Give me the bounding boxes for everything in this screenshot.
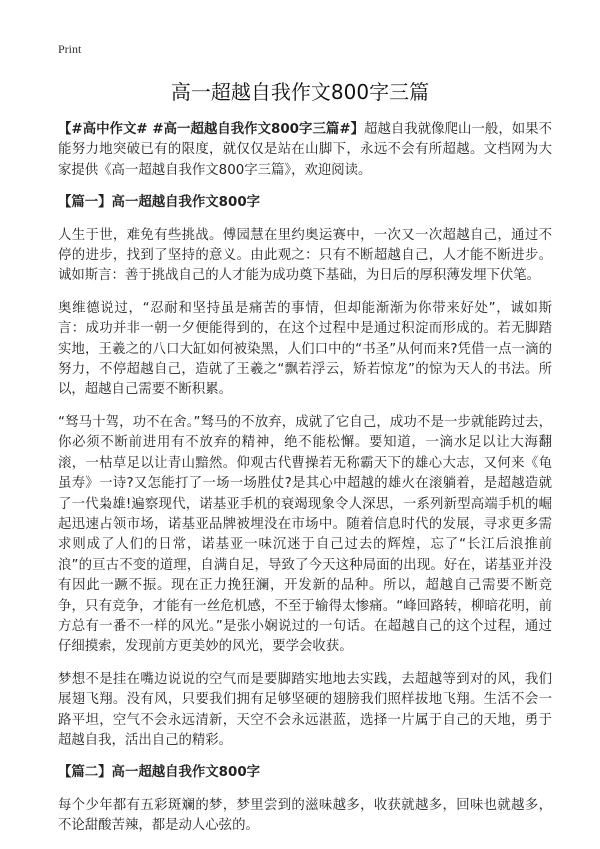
intro-text: 超越自我就像爬山一般，如果不能努力地突破已有的限度，就仅仅是站在山脚下，永远不会有所超越。文档网为大家提供《高一超越自我作文800字三篇》，欢迎阅读。 [58, 122, 553, 178]
section-2-paragraph-1: 每个少年都有五彩斑斓的梦，梦里尝到的滋味越多，收获就越多，回味也就越多，不论甜酸苦辣，都是动人心弦的。 [58, 797, 552, 834]
print-label: Print [58, 42, 82, 56]
section-heading-2: 【篇二】高一超越自我作文800字 [58, 765, 261, 781]
section-1-paragraph-2: 奥维德说过，“忍耐和坚持虽是痛苦的事情，但却能渐渐为你带来好处”，诚如斯言：成功并非一朝一夕便能得到的，在这个过程中是通过积淀而形成的。若无脚踏实地，王羲之的八口大缸如何被染黑，人们口中的“书圣”从何而来?凭借一点一滴的努力，不停超越自己，造就了王羲之“飘若浮云，矫若惊龙”的惊为天人的书法。所以，超越自己需要不断积累。 [58, 300, 552, 398]
section-1-paragraph-3: “驽马十驾，功不在舍。”驽马的不放弃，成就了它自己，成功不是一步就能跨过去，你必须不断前进用有不放弃的精神，绝不能松懈。要知道，一滴水足以让大海翻滚，一枯草足以让青山黯然。仰观古代曹操若无称霸天下的雄心大志，又何来《龟虽寿》一诗?又怎能打了一场一场胜仗?是其心中超越的雄火在滚躺着，是超越造就了一代枭雄!遍察现代，诺基亚手机的衰竭现象令人深思，一系列新型高端手机的崛起迅速占领市场，诺基亚品牌被埋没在市场中。随着信息时代的发展，寻求更多需求则成了人们的日常，诺基亚一味沉迷于自己过去的辉煌，忘了“长江后浪推前浪”的亘古不变的道理，自满自足，导致了今天这种局面的出现。好在，诺基亚并没有因此一蹶不振。现在正力挽狂澜，开发新的品种。所以，超越自己需要不断竞争，只有竞争，才能有一丝危机感，不至于输得太惨痛。“峰回路转，柳暗花明，前方总有一番不一样的风光。”是张小娴说过的一句话。在超越自己的这个过程，通过仔细摸索，发现前方更美妙的风光，要学会收获。 [58, 414, 552, 655]
section-heading-1: 【篇一】高一超越自我作文800字 [58, 195, 261, 211]
section-1-paragraph-1: 人生于世，难免有些挑战。傅园慧在里约奥运赛中，一次又一次超越自己，通过不停的进步，找到了坚持的意义。由此观之：只有不断超越自己，人才能不断进步。诚如斯言：善于挑战自己的人才能为成功奠下基础，为日后的厚积薄发埋下伏笔。 [58, 227, 552, 284]
section-1-paragraph-4: 梦想不是挂在嘴边说说的空气而是要脚踏实地地去实践，去超越等到对的风，我们展翅飞翔。没有风，只要我们拥有足够坚硬的翅膀我们照样拔地飞翔。生活不会一路平坦，空气不会永远清新，天空不会永远湛蓝，选择一片属于自己的天地，勇于超越自我，活出自己的精彩。 [58, 671, 552, 748]
intro-tag: 【#高中作文# #高一超越自我作文800字三篇#】 [58, 122, 365, 137]
page-title: 高一超越自我作文800字三篇 [170, 80, 430, 104]
intro-paragraph [58, 120, 552, 181]
article-body [58, 120, 552, 849]
